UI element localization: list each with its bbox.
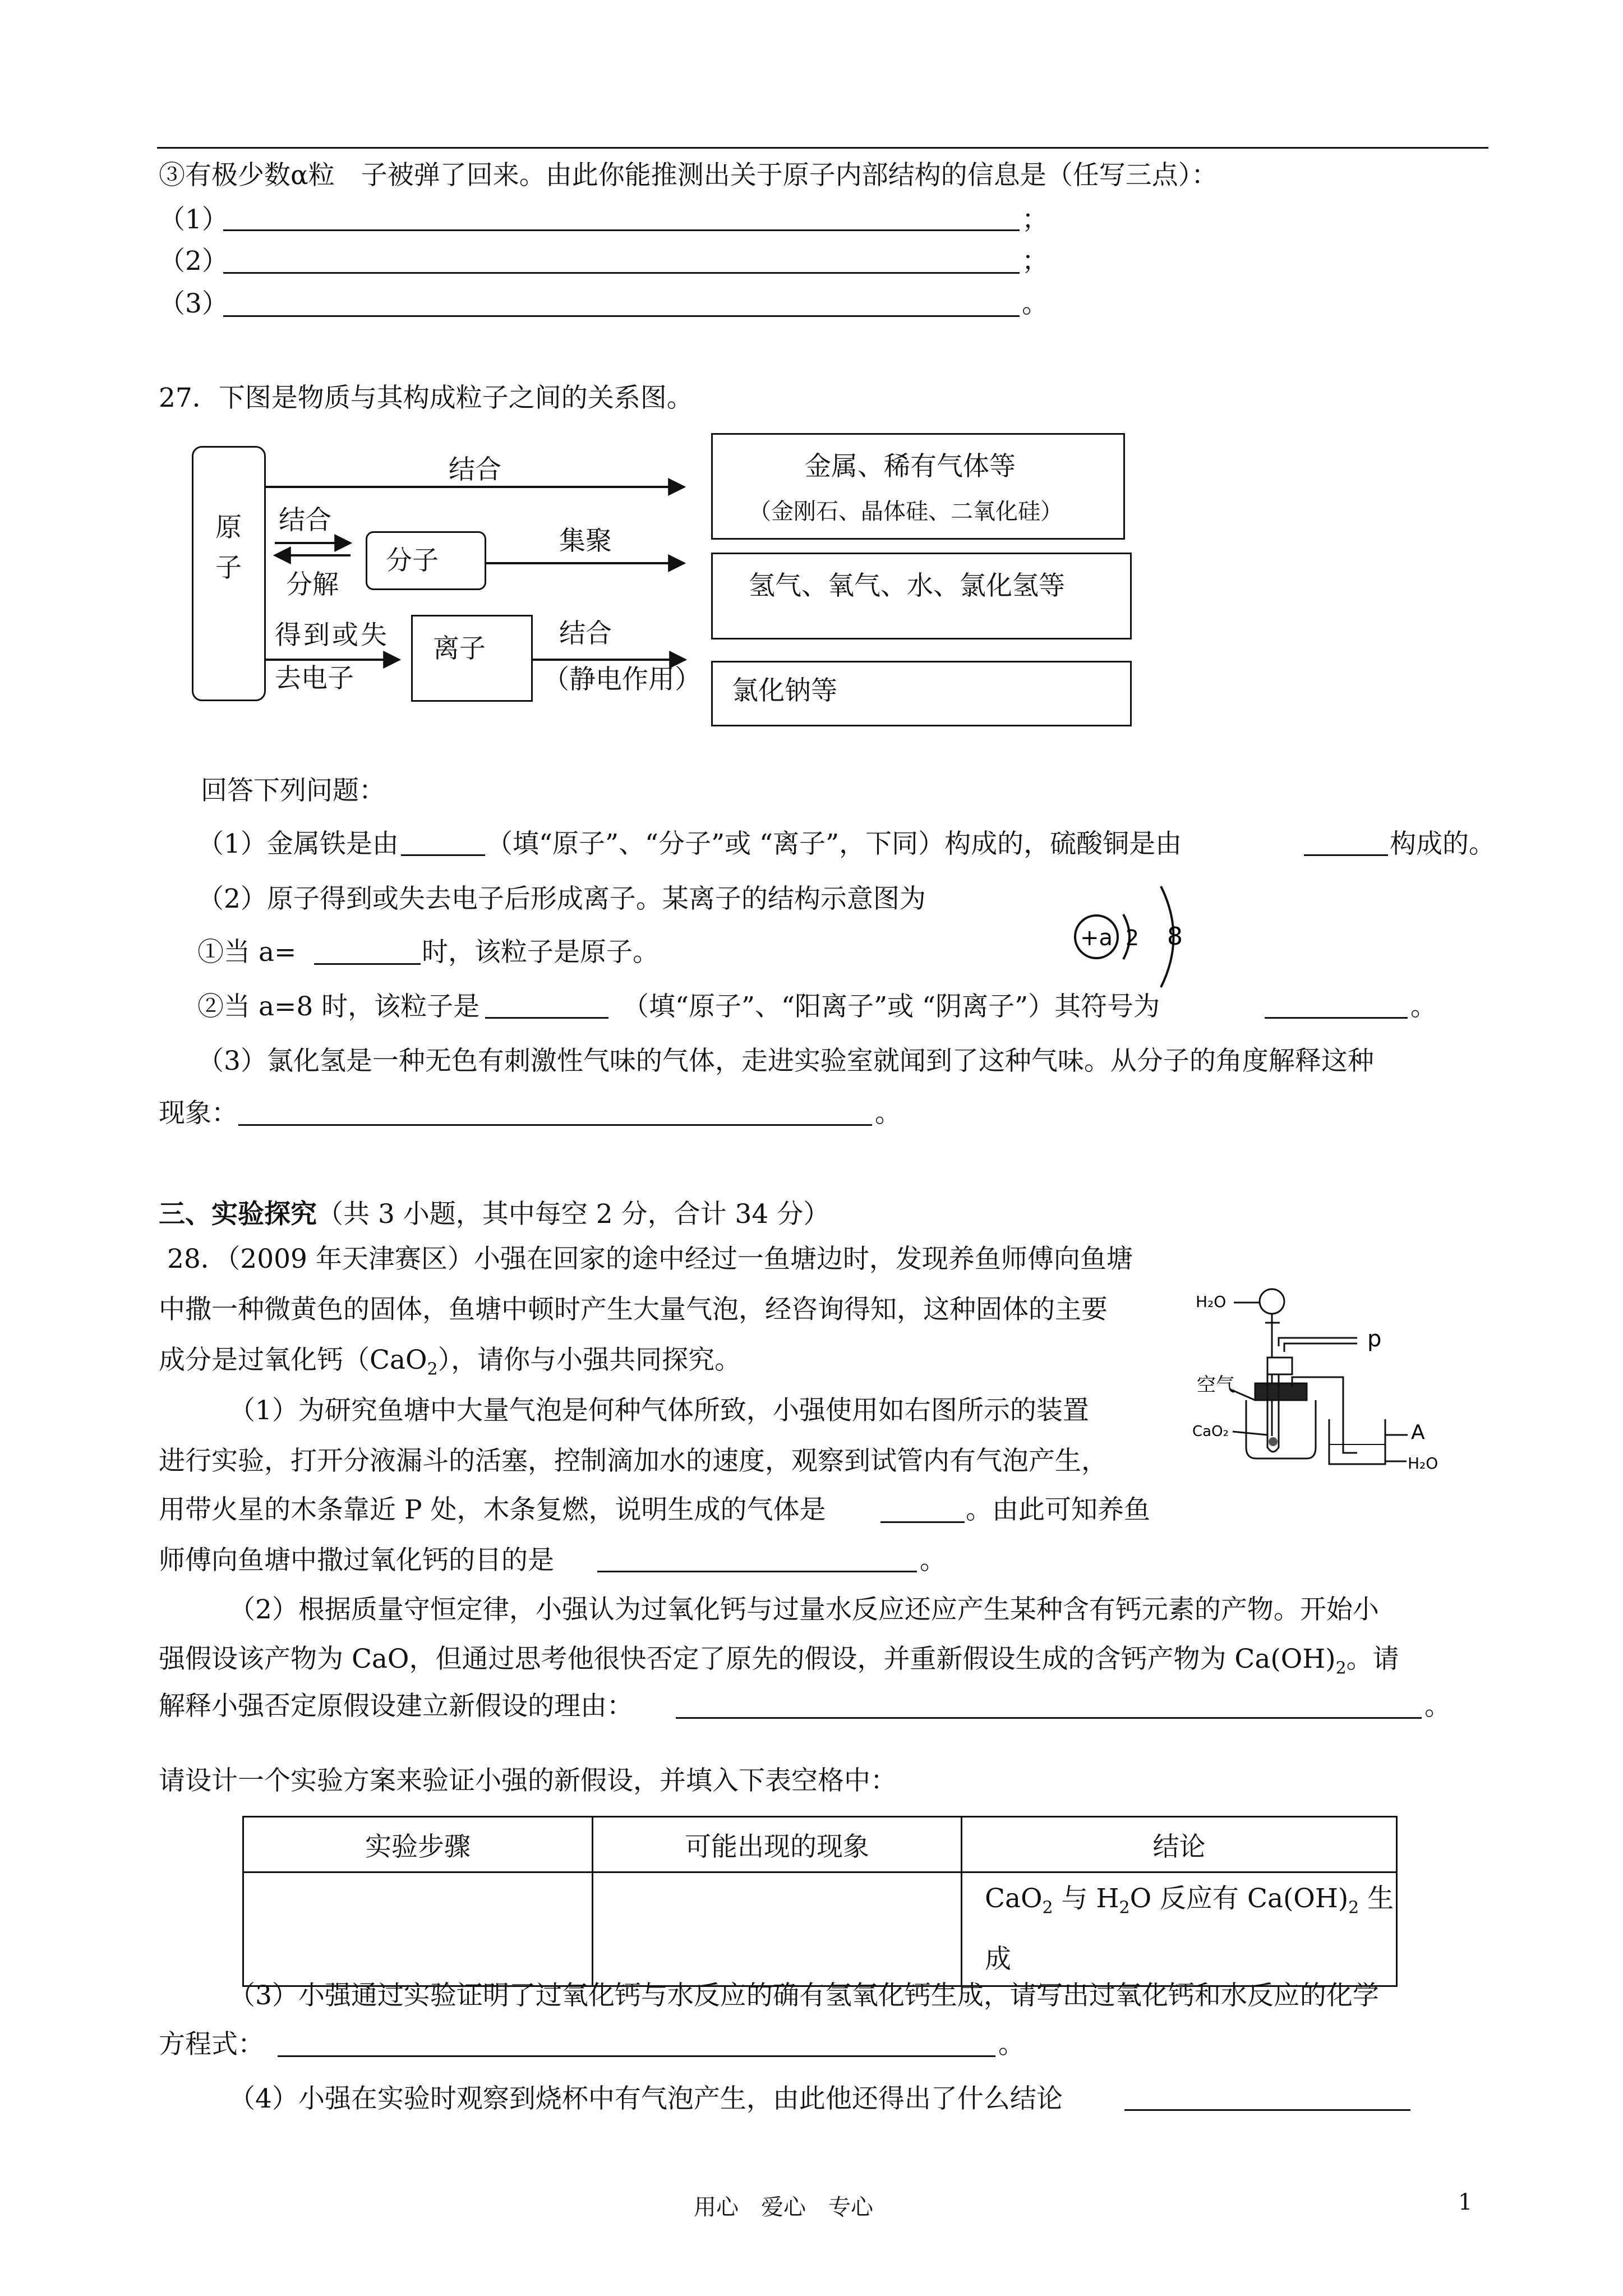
conclusion-line-2: 成 [985, 1944, 1011, 1975]
q27-p2-2-blank-1[interactable] [485, 1017, 608, 1019]
result-box-3-text: 氯化钠等 [732, 675, 837, 706]
q27-p2-2a: ②当 a=8 时，该粒子是 [197, 991, 480, 1022]
q28-line-10b: 。 [1424, 1691, 1451, 1722]
q27-p1-c: 构成的。 [1390, 829, 1495, 859]
ion-combine-label: 结合 [559, 618, 612, 649]
decompose-label: 分解 [286, 569, 339, 600]
gain-lose-label-1: 得到或失 [275, 620, 389, 651]
q27-p2: （2）原子得到或失去电子后形成离子。某离子的结构示意图为 [197, 884, 926, 914]
shell-2-electrons: 8 [1167, 922, 1183, 951]
apparatus-air-label: 空气 [1197, 1374, 1235, 1396]
q28-line-6a: 用带火星的木条靠近 P 处，木条复燃，说明生成的气体是 [159, 1494, 826, 1525]
table-header-steps: 实验步骤 [243, 1817, 593, 1872]
result-box-1-line2: （金刚石、晶体硅、二氧化硅） [749, 499, 1063, 524]
footer-center: 用心 爱心 专心 [694, 2194, 873, 2220]
arrow-top-label: 结合 [449, 454, 501, 485]
q28-line-5: 进行实验，打开分液漏斗的活塞，控制滴加水的速度，观察到试管内有气泡产生， [159, 1446, 1108, 1476]
beaker [1329, 1419, 1385, 1464]
funnel-bulb [1260, 1289, 1284, 1314]
q27-p3-blank[interactable] [238, 1124, 872, 1126]
q28-line-7b: 。 [920, 1545, 946, 1576]
q28-line-3: 成分是过氧化钙（CaO$_2$），请你与小强共同探究。 [159, 1345, 741, 1379]
q28-gas-blank[interactable] [880, 1521, 965, 1523]
q28-purpose-blank[interactable] [597, 1571, 917, 1572]
q28-line-9: 强假设该产物为 CaO，但通过思考他很快否定了原先的假设，并重新假设生成的含钙产物为 $Ca(OH)_2$。请 [159, 1644, 1399, 1678]
table-row [243, 1872, 1397, 1986]
apparatus-h2o-label: H₂O [1408, 1454, 1438, 1473]
section-3-title: 三、实验探究 [159, 1199, 317, 1230]
q27-title: 27．下图是物质与其构成粒子之间的关系图。 [159, 383, 693, 413]
q26-item-3-end: 。 [1022, 288, 1048, 319]
diagram-arrows [0, 0, 1623, 785]
combine-label: 结合 [279, 505, 331, 536]
q28-line-14: （4）小强在实验时观察到烧杯中有气泡产生，由此他还得出了什么结论 [229, 2083, 1063, 2114]
q26-item-1-label: （1） [159, 204, 228, 235]
q26-item-3-label: （3） [159, 288, 228, 319]
q28-line-6b: 。由此可知养鱼 [966, 1494, 1150, 1525]
q26-item-1-end: ； [1022, 204, 1048, 235]
q27-p1-a: （1）金属铁是由 [197, 829, 399, 859]
flask [1246, 1400, 1316, 1458]
q27-p2-1a: ①当 a= [197, 937, 297, 968]
q27-p1-b: （填“原子”、“分子”或 “离子”，下同）构成的，硫酸铜是由 [486, 829, 1182, 859]
experiment-table [242, 1816, 1398, 1987]
apparatus-water-label: H₂O [1196, 1292, 1227, 1311]
table-header-row [243, 1817, 1397, 1872]
apparatus-cao2-label: CaO₂ [1192, 1423, 1229, 1440]
apparatus-diagram [1189, 1257, 1503, 1492]
q28-line-12: （3）小强通过实验证明了过氧化钙与水反应的确有氢氧化钙生成，请写出过氧化钙和水反应的化学 [229, 1980, 1379, 2011]
q28-line-8: （2）根据质量守恒定律，小强认为过氧化钙与过量水反应还应产生某种含有钙元素的产物。开始小 [229, 1594, 1379, 1625]
table-header-conclusion: 结论 [962, 1817, 1397, 1872]
shell-1-electrons: 2 [1125, 926, 1140, 950]
aggregate-label: 集聚 [559, 526, 612, 556]
q27-p3: （3）氯化氢是一种无色有刺激性气味的气体，走进实验室就闻到了这种气味。从分子的角度解释这种 [197, 1046, 1374, 1076]
q28-line-1: 28．（2009 年天津赛区）小强在回家的途中经过一鱼塘边时，发现养鱼师傅向鱼塘 [167, 1244, 1133, 1274]
q27-p2-2-blank-2[interactable] [1265, 1017, 1408, 1019]
section-3-heading [159, 1198, 829, 1231]
q27-p1-blank-2[interactable] [1304, 854, 1388, 856]
q28-line-2: 中撒一种微黄色的固体，鱼塘中顿时产生大量气泡，经咨询得知，这种固体的主要 [159, 1294, 1108, 1325]
q28-line-11: 请设计一个实验方案来验证小强的新假设，并填入下表空格中： [159, 1765, 897, 1796]
q28-line-7a: 师傅向鱼塘中撒过氧化钙的目的是 [159, 1545, 554, 1576]
q28-line-13a: 方程式： [159, 2029, 264, 2060]
q28-reason-blank[interactable] [676, 1717, 1422, 1719]
q27-p3-b: 现象： [159, 1098, 238, 1129]
q28-conclusion-blank[interactable] [1124, 2109, 1410, 2111]
ion-structure-diagram [1057, 875, 1214, 999]
gain-lose-label-2: 去电子 [275, 663, 354, 694]
q27-p2-2b: （填“原子”、“阳离子”或 “阴离子”）其符号为 [623, 991, 1160, 1022]
q28-equation-blank[interactable] [278, 2055, 995, 2057]
q27-p2-1b: 时，该粒子是原子。 [422, 937, 659, 968]
q27-p2-2c: 。 [1410, 991, 1437, 1022]
molecule-label: 分子 [386, 545, 439, 576]
q26-line3: ③有极少数α粒 子被弹了回来。由此你能推测出关于原子内部结构的信息是（任写三点）： [159, 160, 1218, 191]
q26-item-2-label: （2） [159, 246, 228, 277]
electrostatic-label: （静电作用） [543, 664, 701, 695]
q28-line-4: （1）为研究鱼塘中大量气泡是何种气体所致，小强使用如右图所示的装置 [229, 1395, 1089, 1426]
q28-line-13b: 。 [998, 2029, 1025, 2060]
result-box-1-line1: 金属、稀有气体等 [805, 451, 1016, 482]
table-cell-conclusion [962, 1872, 1397, 1986]
q27-p3-c: 。 [875, 1098, 901, 1129]
table-cell-steps[interactable] [243, 1872, 593, 1986]
page-number: 1 [1458, 2189, 1473, 2215]
q27-p2-1-blank[interactable] [314, 963, 421, 965]
ion-label: 离子 [433, 633, 486, 664]
nucleus-charge: +a [1080, 925, 1113, 951]
atom-label: 原子 [215, 512, 242, 583]
q27-p1-blank-1[interactable] [401, 854, 485, 856]
q26-item-2-end: ； [1022, 246, 1048, 277]
apparatus-p-label: p [1367, 1326, 1382, 1352]
q28-line-10a: 解释小强否定原假设建立新假设的理由： [159, 1691, 633, 1722]
result-box-2-text: 氢气、氧气、水、氯化氢等 [749, 570, 1065, 601]
table-header-phenomena: 可能出现的现象 [593, 1817, 962, 1872]
section-3-note: （共 3 小题，其中每空 2 分，合计 34 分） [317, 1199, 830, 1230]
apparatus-a-label: A [1411, 1421, 1425, 1444]
table-cell-phenomena[interactable] [593, 1872, 962, 1986]
conclusion-line-1: CaO$_2$ 与 $H_2O$ 反应有 $Ca(OH)_2$ 生 [985, 1883, 1394, 1918]
answer-intro: 回答下列问题： [201, 775, 385, 806]
